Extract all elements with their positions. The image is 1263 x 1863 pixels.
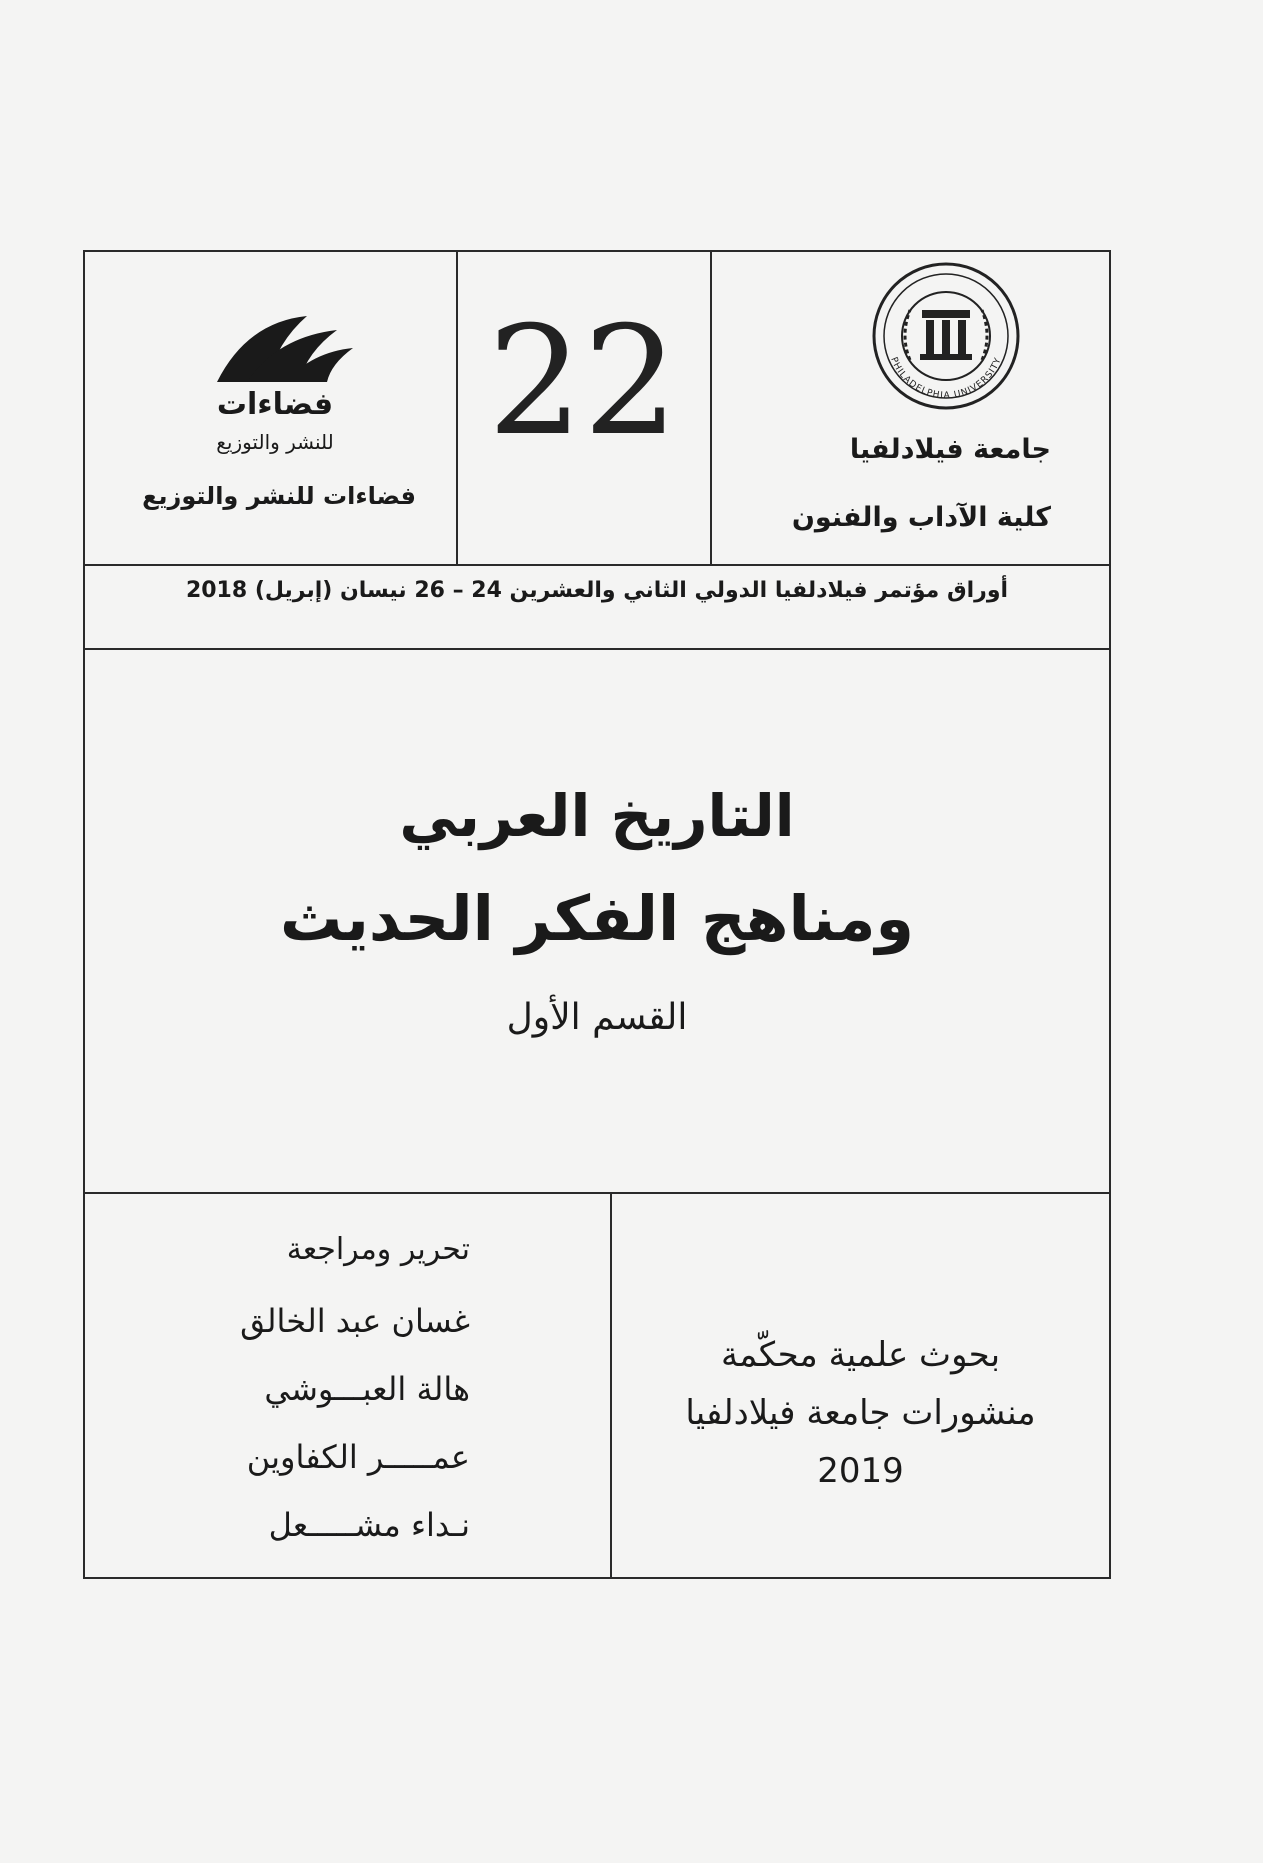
editor-name: غسان عبد الخالق xyxy=(240,1302,470,1340)
publisher-name: فضاءات للنشر والتوزيع xyxy=(142,482,416,510)
title-divider xyxy=(85,1192,1109,1194)
editor-name: نـداء مشـــــعل xyxy=(268,1506,470,1544)
publication-year: 2019 xyxy=(817,1450,904,1491)
publisher-logo-title: فضاءات xyxy=(216,387,334,422)
publication-type: بحوث علمية محكّمة xyxy=(720,1335,1001,1375)
publisher-book-logo-icon xyxy=(207,312,355,384)
issue-number-cell xyxy=(456,252,710,564)
cover-frame xyxy=(83,250,1111,1579)
university-name: جامعة فيلادلفيا xyxy=(849,434,1051,465)
issue-number: 22 xyxy=(487,295,679,469)
publication-publisher: منشورات جامعة فيلادلفيا xyxy=(685,1392,1036,1433)
conference-info: أوراق مؤتمر فيلادلفيا الدولي الثاني والعشرين 24 – 26 نيسان (إبريل) 2018 xyxy=(185,578,1009,603)
header-divider xyxy=(85,564,1109,566)
book-title-line1: التاريخ العربي xyxy=(399,782,795,850)
editor-name: عمـــــر الكفاوين xyxy=(246,1438,470,1476)
editors-heading: تحرير ومراجعة xyxy=(286,1232,470,1267)
section-label: القسم الأول xyxy=(506,997,688,1038)
book-title-line2: ومناهج الفكر الحديث xyxy=(279,882,915,955)
university-seal-icon xyxy=(870,260,1022,412)
faculty-name: كلية الآداب والفنون xyxy=(791,502,1051,533)
publisher-logo-subtitle: للنشر والتوزيع xyxy=(216,430,334,454)
university-cell xyxy=(710,252,1111,564)
editor-name: هالة العبـــوشي xyxy=(264,1370,470,1408)
publication-info xyxy=(610,1327,1111,1500)
seal-text: PHILADELPHIA UNIVERSITY xyxy=(888,355,1004,402)
publisher-cell xyxy=(85,252,456,564)
conference-divider xyxy=(85,648,1109,650)
